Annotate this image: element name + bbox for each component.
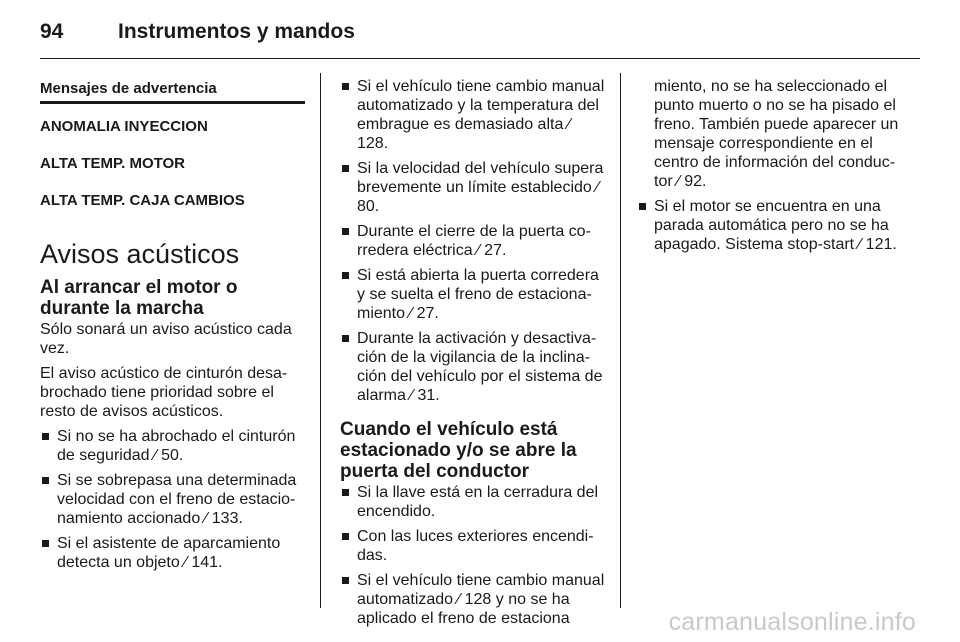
list-item: Si el vehículo tiene cambio manual automatizado y la temperatura del embrague es demasiado alta ⁄ 128. [340, 77, 605, 153]
list-item: Durante la activación y desactivación de la vigilancia de la inclinación del vehículo por el sistema de alarma ⁄ 31. [340, 329, 605, 405]
page-title: Instrumentos y mandos [118, 20, 355, 43]
list-item: Si está abierta la puerta corredera y se suelta el freno de estacionamiento ⁄ 27. [340, 266, 605, 323]
warning-message: ANOMALIA INYECCION [40, 118, 208, 135]
column-left [40, 76, 305, 578]
watermark: carmanualsonline.info [668, 608, 916, 636]
warning-message: ALTA TEMP. MOTOR [40, 155, 185, 172]
column-divider [320, 73, 321, 608]
section-heading: Mensajes de advertencia [40, 76, 305, 104]
bullet-list [340, 483, 605, 628]
page-number: 94 [40, 20, 64, 43]
bullet-list [637, 77, 905, 254]
list-item: Con las luces exteriores encendidas. [340, 527, 605, 565]
subheading: Cuando el vehículo está estacionado y/o se abre la puerta del conductor [340, 419, 577, 482]
column-divider [620, 73, 621, 608]
page-header [40, 18, 920, 59]
bullet-list [340, 77, 605, 405]
paragraph: El aviso acústico de cinturón desabrochado tiene prioridad sobre el resto de avisos acústicos. [40, 365, 288, 420]
subheading: Al arrancar el motor o durante la marcha [40, 277, 238, 319]
warning-message: ALTA TEMP. CAJA CAMBIOS [40, 192, 245, 209]
list-item: Si el vehículo tiene cambio manual automatizado ⁄ 128 y no se ha aplicado el freno de estaciona [340, 571, 605, 628]
list-item: Si el motor se encuentra en una parada automática pero no se ha apagado. Sistema stop-start ⁄ 121. [637, 197, 905, 254]
list-item: Si la llave está en la cerradura del encendido. [340, 483, 605, 521]
column-right [637, 77, 905, 260]
list-item: Si la velocidad del vehículo supera brevemente un límite establecido ⁄ 80. [340, 159, 605, 216]
bullet-list [40, 427, 305, 572]
list-item: Durante el cierre de la puerta corredera eléctrica ⁄ 27. [340, 222, 605, 260]
column-middle [340, 77, 605, 634]
list-item-continuation: miento, no se ha seleccionado el punto muerto o no se ha pisado el freno. También puede aparecer un mensaje correspondiente en el centro de información del conductor ⁄ 92. [654, 78, 899, 190]
main-heading: Avisos acústicos [40, 239, 240, 269]
list-item: Si se sobrepasa una determinada velocidad con el freno de estacionamiento accionado ⁄ 133. [40, 471, 305, 528]
list-item: Si no se ha abrochado el cinturón de seguridad ⁄ 50. [40, 427, 305, 465]
list-item: Si el asistente de aparcamiento detecta un objeto ⁄ 141. [40, 534, 305, 572]
paragraph: Sólo sonará un aviso acústico cada vez. [40, 321, 292, 357]
